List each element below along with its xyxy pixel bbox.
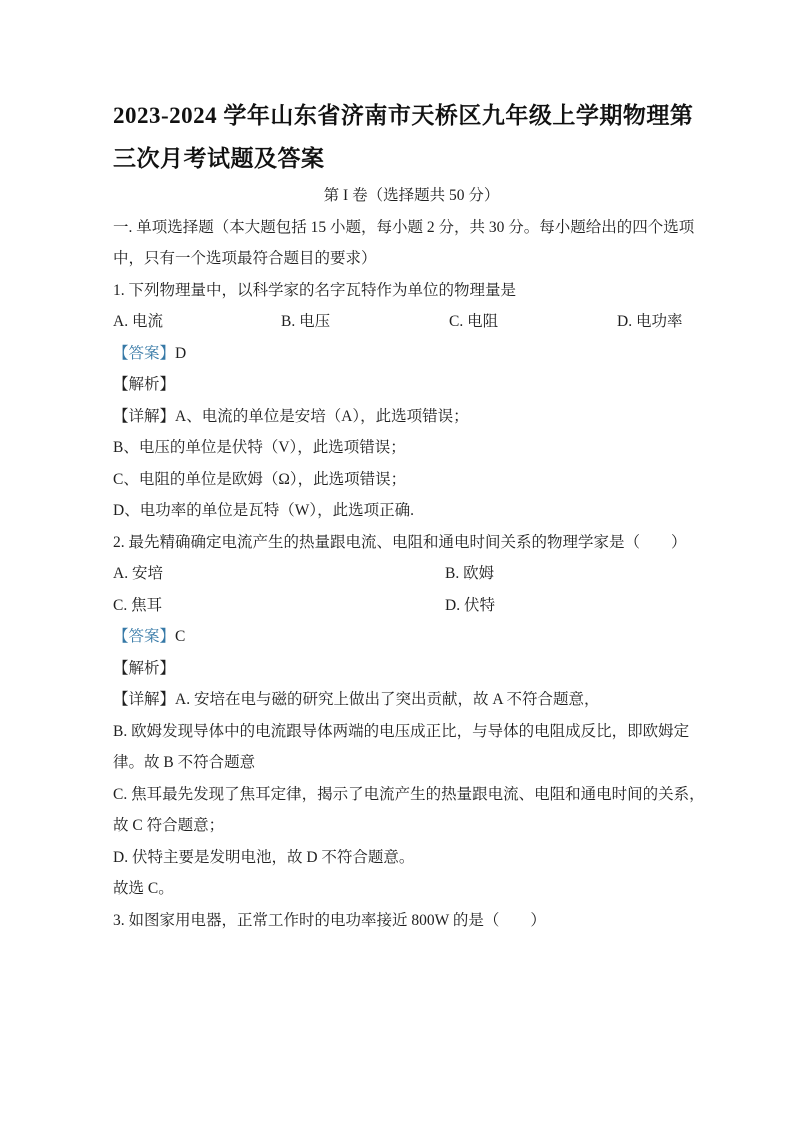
- question-1-detail-b: B、电压的单位是伏特（V），此选项错误；: [113, 439, 406, 456]
- question-2-detail-b: B. 欧姆发现导体中的电流跟导体两端的电压成正比，与导体的电阻成反比，即欧姆定律。故 B 不符合题意: [113, 722, 690, 771]
- answer-label: 【答案】: [113, 344, 176, 362]
- answer-value: D: [175, 344, 187, 362]
- question-2-conclusion: 故选 C。: [113, 880, 174, 897]
- answer-value: C: [175, 628, 186, 645]
- question-1-detail-d: D、电功率的单位是瓦特（W），此选项正确.: [113, 502, 414, 519]
- question-1-stem: 1. 下列物理量中，以科学家的名字瓦特作为单位的物理量是: [113, 281, 517, 299]
- section-header: 第 I 卷（选择题共 50 分）: [323, 187, 500, 204]
- question-2-option-d: D. 伏特: [445, 596, 495, 614]
- question-1-detail-a: 【详解】A、电流的单位是安培（A），此选项错误；: [113, 407, 469, 425]
- question-2-options-row-1: [113, 558, 710, 590]
- question-2-option-a: A. 安培: [113, 565, 163, 582]
- section-intro: 一. 单项选择题（本大题包括 15 小题，每小题 2 分，共 30 分。每小题给出的四个选项中，只有一个选项最符合题目的要求）: [113, 218, 695, 267]
- question-2-option-c: C. 焦耳: [113, 596, 163, 614]
- question-1-detail-c: C、电阻的单位是欧姆（Ω），此选项错误；: [113, 470, 407, 488]
- question-1-option-a: A. 电流: [113, 313, 163, 330]
- question-2-stem: 2. 最先精确确定电流产生的热量跟电流、电阻和通电时间关系的物理学家是（ ）: [113, 533, 687, 551]
- question-2-answer-line: [113, 621, 710, 653]
- answer-label: 【答案】: [113, 628, 176, 645]
- question-1-option-d: D. 电功率: [617, 313, 683, 330]
- question-2-analysis-label: 【解析】: [113, 659, 176, 677]
- question-1-analysis-label: 【解析】: [113, 376, 176, 393]
- question-2-detail-d: D. 伏特主要是发明电池，故 D 不符合题意。: [113, 848, 415, 866]
- question-1-option-b: B. 电压: [281, 313, 331, 330]
- page-title: 2023-2024 学年山东省济南市天桥区九年级上学期物理第三次月考试题及答案: [113, 103, 694, 171]
- question-2-options-row-2: [113, 590, 710, 622]
- question-2-option-b: B. 欧姆: [445, 565, 495, 582]
- question-1-answer-line: [113, 338, 710, 370]
- question-3-stem: 3. 如图家用电器，正常工作时的电功率接近 800W 的是（ ）: [113, 911, 546, 929]
- question-2-detail-c: C. 焦耳最先发现了焦耳定律，揭示了电流产生的热量跟电流、电阻和通电时间的关系，故 C 符合题意；: [113, 785, 705, 834]
- question-2-detail-a: 【详解】A. 安培在电与磁的研究上做出了突出贡献，故 A 不符合题意，: [113, 691, 600, 708]
- question-1-option-c: C. 电阻: [449, 313, 499, 330]
- question-1-options: [113, 306, 710, 338]
